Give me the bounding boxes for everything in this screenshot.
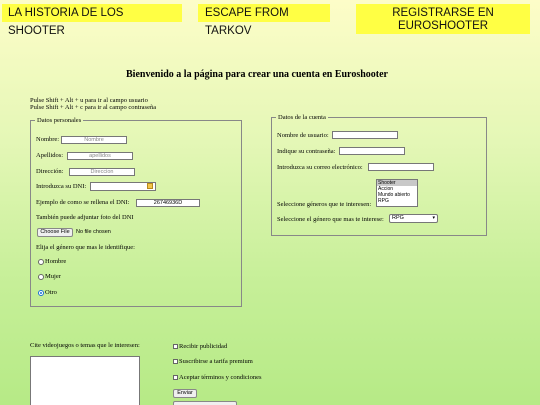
fav-genre-select[interactable]	[389, 214, 438, 223]
genre-option-shooter[interactable]: Shooter	[377, 180, 417, 186]
nav-link-historia-shooter[interactable]: LA HISTORIA DE LOS SHOOTER	[2, 4, 182, 22]
dni-label: Introduzca su DNI:	[36, 183, 87, 190]
genre-option-rpg[interactable]: RPG	[378, 198, 389, 204]
games-interest-textarea[interactable]	[30, 356, 140, 405]
apellidos-input[interactable]: apellidos	[67, 152, 133, 160]
gender-radio-otro[interactable]	[38, 290, 44, 296]
gender-label-mujer: Mujer	[45, 273, 61, 280]
direccion-input[interactable]: Direccion	[69, 168, 135, 176]
username-input[interactable]	[332, 131, 398, 139]
gender-label-otro: Otro	[45, 289, 57, 296]
hint-password-shortcut: Pulse Shift + Alt + c para ir al campo contraseña	[30, 104, 157, 111]
email-input[interactable]	[368, 163, 434, 171]
page-title: Bienvenido a la página para crear una cuenta en Euroshooter	[126, 69, 388, 80]
gender-label: Elija el género que mas le identifique:	[36, 244, 135, 251]
checkbox-publicidad-label: Recibir publicidad	[179, 343, 228, 350]
games-interest-label: Cite videojuegos o temas que le interesen:	[30, 342, 140, 349]
choose-file-button[interactable]: Choose File	[37, 228, 73, 237]
nombre-input[interactable]: Nombre	[61, 136, 127, 144]
dni-example-label: Ejemplo de como se rellena el DNI:	[36, 199, 130, 206]
dni-example-input[interactable]: 26746936D	[136, 199, 200, 207]
checkbox-premium-label: Suscribirse a tarifa premium	[179, 358, 253, 365]
genres-listbox[interactable]	[376, 179, 418, 207]
username-label: Nombre de usuario:	[277, 132, 329, 139]
checkbox-publicidad[interactable]	[173, 344, 178, 349]
direccion-label: Dirección:	[36, 168, 64, 175]
chevron-down-icon: ▾	[432, 215, 435, 221]
register-label-line2: EUROSHOOTER	[397, 20, 489, 32]
hint-username-shortcut: Pulse Shift + Alt + u para ir al campo usuario	[30, 97, 148, 104]
nav-link-register[interactable]	[356, 4, 530, 34]
account-data-legend: Datos de la cuenta	[278, 114, 326, 121]
photo-label: También puede adjuntar foto del DNI	[36, 214, 134, 221]
dni-input[interactable]	[90, 182, 156, 191]
genre-option-accion[interactable]: Accion	[378, 186, 394, 192]
gender-label-hombre: Hombre	[45, 258, 67, 265]
fav-genre-value: RPG	[392, 215, 404, 221]
apellidos-label: Apellidos:	[36, 152, 64, 159]
gender-radio-mujer[interactable]	[38, 274, 44, 280]
genres-label: Seleccione géneros que te interesen:	[277, 201, 372, 208]
email-label: Introduzca su correo electrónico:	[277, 164, 363, 171]
password-label: Indique su contraseña:	[277, 148, 336, 155]
gender-radio-hombre[interactable]	[38, 259, 44, 265]
password-input[interactable]	[339, 147, 405, 155]
calendar-icon	[147, 183, 153, 189]
no-file-label: No file chosen	[76, 229, 111, 235]
nombre-label: Nombre:	[36, 136, 60, 143]
checkbox-terms[interactable]	[173, 375, 178, 380]
send-button[interactable]: Enviar	[173, 389, 197, 398]
top-navigation	[0, 0, 540, 36]
fav-genre-label: Seleccione el género que mas te interese:	[277, 216, 384, 223]
personal-data-fieldset	[30, 117, 242, 307]
genre-option-mundo-abierto[interactable]: Mundo abierto	[378, 192, 410, 198]
register-label-line1: REGISTRARSE EN	[392, 7, 494, 19]
nav-link-escape-from-tarkov[interactable]: ESCAPE FROM TARKOV	[198, 4, 330, 22]
checkbox-premium[interactable]	[173, 359, 178, 364]
checkbox-terms-label: Aceptar términos y condiciones	[179, 374, 262, 381]
secondary-button[interactable]	[173, 401, 237, 405]
personal-data-legend: Datos personales	[37, 117, 82, 124]
